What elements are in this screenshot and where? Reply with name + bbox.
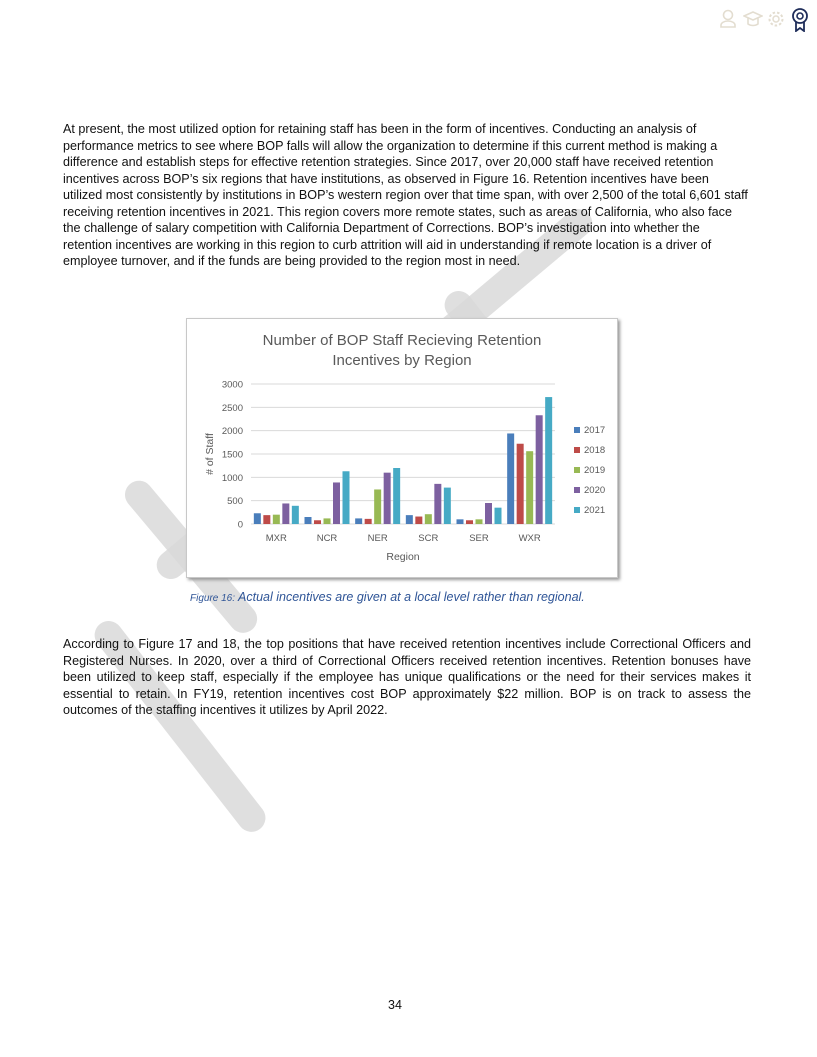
figure-caption (190, 590, 585, 604)
bar-2018-MXR (263, 515, 270, 524)
bar-2019-WXR (526, 451, 533, 524)
y-axis-label: # of Staff (204, 433, 216, 475)
legend-swatch (574, 467, 580, 473)
bar-2017-WXR (507, 433, 514, 524)
bar-2018-NER (365, 519, 372, 524)
caption-label: Figure 16: (190, 593, 236, 604)
body-paragraph: At present, the most utilized option for retaining staff has been in the form of incentives. Conducting an analysis of performance metrics to see where BOP falls will allow the organization to determine if this current method is making a difference and establish steps for effective retention strategies. Since 2017, over 20,000 staff have received retention incentives across BOP’s six regions that have institutions, as observed in Figure 16. Retention incentives have been utilized most consistently by institutions in BOP’s western region over that time span, with over 2,500 of the total 6,601 staff receiving retention incentives in 2021. This region covers more remote states, such as areas of California, who also face the challenge of salary competition with California Department of Corrections. BOP’s investigation into whether the retention incentives are working in this region to curb attrition will aid in understanding if remote location is a driver of employee turnover, and if the funds are being provided to the region most in need. (63, 122, 748, 268)
header-icons (719, 8, 809, 30)
x-axis-label: Region (386, 551, 420, 563)
x-tick-label: WXR (518, 533, 541, 544)
y-tick-label: 1000 (221, 472, 243, 484)
bar-2019-NER (374, 489, 381, 524)
legend-label: 2017 (584, 425, 606, 436)
bar-2021-WXR (545, 397, 552, 524)
bar-2020-NER (384, 473, 391, 524)
bar-2021-SER (495, 508, 502, 524)
bar-2020-SER (485, 503, 492, 524)
bar-2021-SCR (444, 488, 451, 524)
legend-label: 2021 (584, 505, 606, 516)
bar-2017-NER (355, 518, 362, 524)
bar-2021-NCR (343, 471, 350, 524)
bar-2021-NER (393, 468, 400, 524)
page-number: 34 (388, 998, 402, 1012)
y-tick-label: 1500 (221, 449, 243, 461)
legend-swatch (574, 447, 580, 453)
bar-2020-SCR (434, 484, 441, 524)
y-tick-label: 2500 (221, 402, 243, 414)
gear-icon[interactable] (767, 8, 785, 30)
x-tick-label: NCR (316, 533, 338, 544)
bar-2018-NCR (314, 520, 321, 524)
legend-swatch (574, 507, 580, 513)
chart-svg (187, 319, 619, 579)
x-tick-label: NER (367, 533, 388, 544)
caption-text: Actual incentives are given at a local level rather than regional. (235, 590, 585, 604)
bar-2020-WXR (536, 415, 543, 524)
legend-label: 2018 (584, 445, 606, 456)
y-tick-label: 3000 (221, 379, 243, 391)
legend-label: 2019 (584, 465, 606, 476)
bar-2017-SCR (406, 515, 413, 524)
y-tick-label: 0 (237, 519, 243, 531)
y-tick-label: 500 (227, 496, 243, 508)
y-tick-label: 2000 (221, 426, 243, 438)
legend-swatch (574, 427, 580, 433)
legend-swatch (574, 487, 580, 493)
graduation-cap-icon[interactable] (743, 8, 761, 30)
bar-2018-SCR (415, 517, 422, 524)
bar-2021-MXR (292, 506, 299, 524)
bar-2018-WXR (517, 444, 524, 524)
bar-2019-SER (476, 519, 483, 524)
bar-2019-MXR (273, 515, 280, 524)
bar-2019-NCR (324, 518, 331, 524)
bar-chart (186, 318, 618, 578)
x-tick-label: SER (469, 533, 489, 544)
x-tick-label: SCR (418, 533, 439, 544)
bar-2017-NCR (305, 517, 312, 524)
body-paragraph: According to Figure 17 and 18, the top positions that have received retention incentives include Correctional Officers and Registered Nurses. In 2020, over a third of Correctional Officers received retention incentives. Retention bonuses have been utilized to keep staff, especially if the employee has unique qualifications or the need for their services makes it essential to retain. In FY19, retention incentives cost BOP approximately $22 million. BOP is on track to assess the outcomes of the staffing incentives it utilizes by April 2022. (63, 637, 751, 717)
award-ribbon-icon[interactable] (791, 8, 809, 30)
chart-title: Incentives by Region (332, 352, 472, 369)
legend-label: 2020 (584, 485, 606, 496)
bar-2020-NCR (333, 482, 340, 524)
x-tick-label: MXR (265, 533, 287, 544)
chart-title: Number of BOP Staff Recieving Retention (262, 332, 542, 349)
bar-2018-SER (466, 520, 473, 524)
bar-2017-SER (457, 519, 464, 524)
bar-2017-MXR (254, 513, 261, 524)
user-icon[interactable] (719, 8, 737, 30)
bar-2019-SCR (425, 514, 432, 524)
bar-2020-MXR (282, 503, 289, 524)
